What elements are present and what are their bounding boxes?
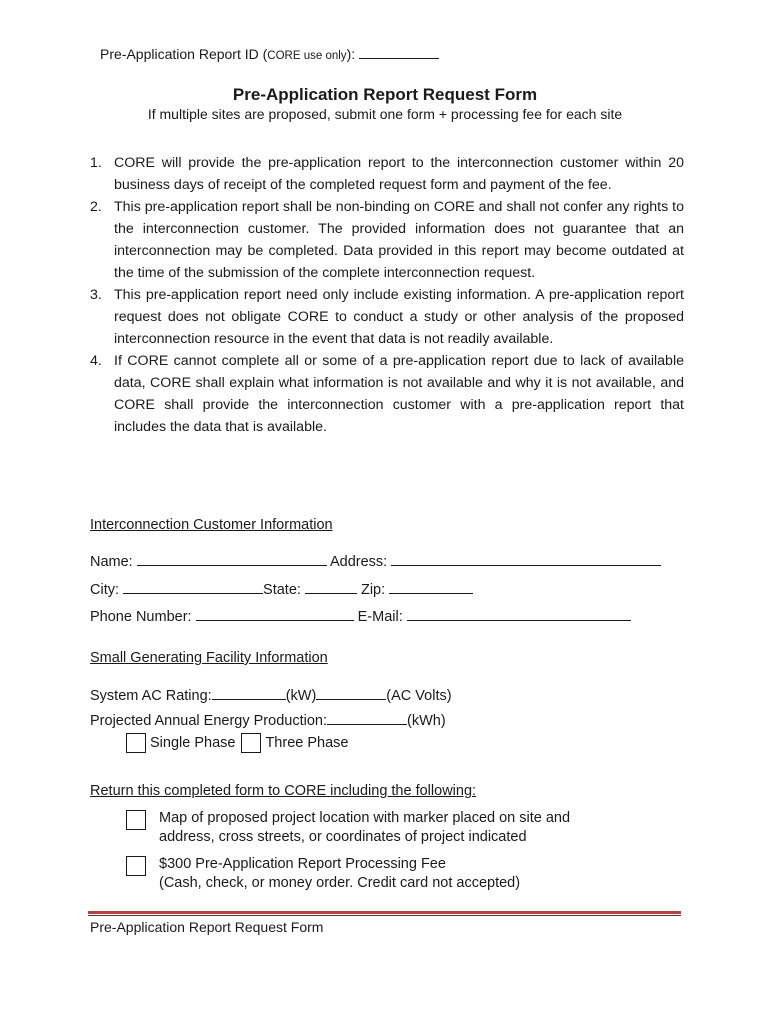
phone-email-row	[90, 606, 631, 625]
term-text: This pre-application report shall be non-binding on CORE and shall not confer any rights to the interconnection customer. The provided information does not guarantee that an interconnection may be completed. Data provided in this report may become outdated at the time of the submission of the complete interconnection request.	[114, 199, 684, 281]
core-use-only-note: CORE use only	[267, 50, 347, 62]
energy-label: Projected Annual Energy Production:	[90, 713, 327, 729]
term-number: 3.	[90, 287, 102, 303]
fee-requirement-line2: (Cash, check, or money order. Credit card not accepted)	[159, 875, 521, 891]
city-label: City:	[90, 582, 124, 598]
phone-label: Phone Number:	[90, 609, 196, 625]
report-id-field[interactable]	[359, 45, 439, 59]
name-address-row	[90, 551, 661, 570]
term-text: This pre-application report need only include existing information. A pre-application report request does not obligate CORE to conduct a study or other analysis of the proposed interconnection resource in the event that data is not readily available.	[114, 287, 684, 347]
name-field[interactable]	[137, 551, 327, 566]
fee-checkbox[interactable]	[126, 856, 146, 876]
term-item	[90, 284, 684, 350]
state-field[interactable]	[305, 579, 357, 594]
term-number: 2.	[90, 199, 102, 215]
email-field[interactable]	[407, 606, 631, 621]
term-text: CORE will provide the pre-application report to the interconnection customer within 20 business days of receipt of the completed request form and payment of the fee.	[114, 155, 684, 193]
map-requirement	[159, 809, 570, 847]
kw-field[interactable]	[212, 685, 286, 700]
footer-divider-shadow	[88, 915, 681, 916]
term-text: If CORE cannot complete all or some of a pre-application report due to lack of available data, CORE shall explain what information is not available and why it is not available, and CORE shall provide the interconnection customer with a pre-application report that includes the data that is available.	[114, 353, 684, 435]
map-requirement-line1: Map of proposed project location with marker placed on site and	[159, 810, 571, 826]
return-heading: Return this completed form to CORE including the following:	[90, 783, 477, 799]
kwh-unit: (kWh)	[406, 713, 446, 729]
phone-field[interactable]	[196, 606, 354, 621]
kw-unit: (kW)	[285, 688, 317, 704]
name-label: Name:	[90, 554, 137, 570]
ac-rating-row	[90, 685, 452, 704]
address-label: Address:	[326, 554, 392, 570]
page-subtitle: If multiple sites are proposed, submit one form + processing fee for each site	[147, 106, 623, 122]
report-id-label-end: ):	[346, 46, 360, 62]
ac-volts-field[interactable]	[316, 685, 386, 700]
term-item	[90, 350, 684, 438]
single-phase-checkbox[interactable]	[126, 733, 146, 753]
terms-list	[90, 152, 684, 438]
energy-production-row	[90, 710, 446, 729]
term-item	[90, 152, 684, 196]
report-id-label: Pre-Application Report ID (	[100, 46, 268, 62]
map-requirement-line2: address, cross streets, or coordinates of project indicated	[159, 829, 527, 845]
ac-rating-label: System AC Rating:	[90, 688, 212, 704]
map-checkbox[interactable]	[126, 810, 146, 830]
fee-requirement-line1: $300 Pre-Application Report Processing Fee	[159, 856, 446, 872]
address-field[interactable]	[391, 551, 661, 566]
zip-field[interactable]	[389, 579, 473, 594]
report-id-line	[100, 45, 439, 62]
term-number: 1.	[90, 155, 102, 171]
city-state-zip-row	[90, 579, 473, 598]
three-phase-checkbox[interactable]	[241, 733, 261, 753]
term-number: 4.	[90, 353, 102, 369]
zip-label: Zip:	[356, 582, 390, 598]
single-phase-label: Single Phase	[150, 735, 236, 751]
customer-info-heading: Interconnection Customer Information	[90, 517, 333, 533]
state-label: State:	[263, 582, 305, 598]
ac-volts-unit: (AC Volts)	[386, 688, 452, 704]
fee-requirement	[159, 855, 520, 893]
facility-info-heading: Small Generating Facility Information	[90, 650, 328, 666]
kwh-field[interactable]	[327, 710, 407, 725]
term-item	[90, 196, 684, 284]
city-field[interactable]	[123, 579, 263, 594]
footer-divider	[88, 911, 681, 914]
phase-row	[126, 733, 348, 753]
email-label: E-Mail:	[353, 609, 407, 625]
footer-title: Pre-Application Report Request Form	[90, 919, 324, 935]
three-phase-label: Three Phase	[265, 735, 349, 751]
page-title: Pre-Application Report Request Form	[232, 85, 538, 104]
